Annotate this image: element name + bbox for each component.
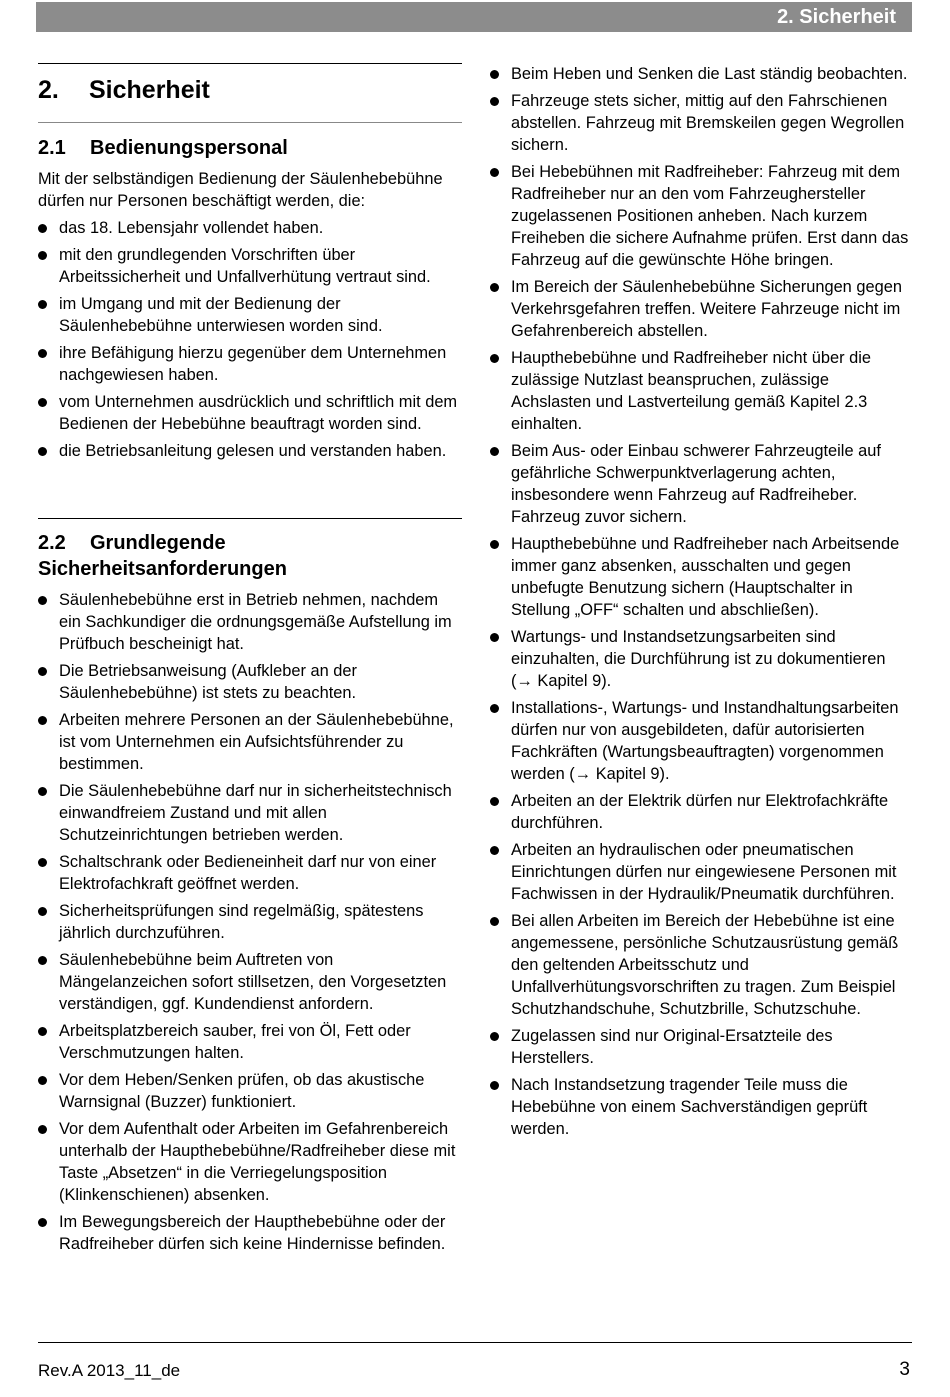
list-item-text: Beim Heben und Senken die Last ständig beobachten. [511,65,908,83]
subsection-title: Grundlegende Sicherheitsanforderungen [38,532,287,580]
chapter-header-title: 2. Sicherheit [777,6,896,28]
bullet-icon [38,251,47,260]
section-top-rule [38,63,462,64]
bullet-icon [38,787,47,796]
bullet-icon [490,283,499,292]
list-item [38,1211,462,1255]
list-item [38,780,462,846]
list-item [38,660,462,704]
list-item-text: Vor dem Aufenthalt oder Arbeiten im Gefahrenbereich unterhalb der Haupthebebühne/Radfreiheber diese mit Taste „Absetzen“ in die Verriegelungsposition (Klinkenschienen) absenken. [59,1120,456,1204]
bullet-icon [38,447,47,456]
subsection-title: Bedienungspersonal [90,137,288,159]
list-item-text: Beim Aus- oder Einbau schwerer Fahrzeugteile auf gefährliche Schwerpunktverlagerung achten, insbesondere wenn Fahrzeug auf Radfreiheber. Fahrzeug zuvor sichern. [511,442,881,526]
list-item [490,276,910,342]
bullet-icon [38,224,47,233]
list-item [490,910,910,1020]
list-item [490,533,910,621]
list-item [490,790,910,834]
list-item-text: Im Bereich der Säulenhebebühne Sicherungen gegen Verkehrsgefahren treffen. Weitere Fahrzeuge nicht im Gefahrenbereich abstellen. [511,278,902,340]
list-item [38,709,462,775]
list-item-text: Sicherheitsprüfungen sind regelmäßig, spätestens jährlich durchzuführen. [59,902,424,942]
list-item-text: Zugelassen sind nur Original-Ersatzteile des Herstellers. [511,1027,833,1067]
bullet-icon [38,1076,47,1085]
list-item-text: Vor dem Heben/Senken prüfen, ob das akustische Warnsignal (Buzzer) funktioniert. [59,1071,425,1111]
chapter-header-bar [36,2,912,32]
list-item-text: Arbeiten an der Elektrik dürfen nur Elektrofachkräfte durchführen. [511,792,889,832]
bullet-icon [490,447,499,456]
list-item-text: Schaltschrank oder Bedieneinheit darf nur von einer Elektrofachkraft geöffnet werden. [59,853,437,893]
list-item-text: Die Betriebsanweisung (Aufkleber an der Säulenhebebühne) ist stets zu beachten. [59,662,357,702]
list-item [490,1074,910,1140]
list-item-text: im Umgang und mit der Bedienung der Säulenhebebühne unterwiesen worden sind. [59,295,383,335]
subsection-rule [38,518,462,519]
list-item-text: Haupthebebühne und Radfreiheber nach Arbeitsende immer ganz absenken, ausschalten und gegen unbefugte Benutzung sichern (Hauptschalter in Stellung „OFF“ schalten und abschließen). [511,535,900,619]
subsection-rule [38,122,462,123]
list-item [38,851,462,895]
safety-requirements-list-right [490,63,910,1145]
list-item [490,63,910,85]
list-item [490,626,910,692]
intro-paragraph: Mit der selbständigen Bedienung der Säulenhebebühne dürfen nur Personen beschäftigt werden, die: [38,170,443,210]
bullet-icon [38,1027,47,1036]
revision-label: Rev.A 2013_11_de [38,1361,181,1380]
list-item [490,161,910,271]
section-number: 2. [38,76,59,104]
list-item [38,293,462,337]
list-item-text: Nach Instandsetzung tragender Teile muss die Hebebühne von einem Sachverständigen geprüft werden. [511,1076,868,1138]
list-item [490,697,910,785]
subsection-number: 2.2 [38,532,66,554]
footer-rule [38,1342,912,1343]
personnel-requirements-list [38,217,462,467]
list-item [38,1118,462,1206]
bullet-icon [38,956,47,965]
list-item [38,589,462,655]
bullet-icon [490,846,499,855]
list-item [38,1069,462,1113]
page-number: 3 [899,1359,910,1380]
list-item [38,949,462,1015]
list-item-text: Arbeitsplatzbereich sauber, frei von Öl, Fett oder Verschmutzungen halten. [59,1022,411,1062]
bullet-icon [38,1125,47,1134]
list-item [38,440,462,462]
bullet-icon [38,1218,47,1227]
list-item [38,244,462,288]
list-item-text: mit den grundlegenden Vorschriften über Arbeitssicherheit und Unfallverhütung vertraut sind. [59,246,431,286]
bullet-icon [490,354,499,363]
list-item-text: Die Säulenhebebühne darf nur in sicherheitstechnisch einwandfreiem Zustand und mit allen Schutzeinrichtungen betrieben werden. [59,782,452,844]
subsection-heading-2-2 [38,530,458,582]
bullet-icon [38,349,47,358]
safety-requirements-list-left [38,589,462,1260]
list-item-text: vom Unternehmen ausdrücklich und schriftlich mit dem Bedienen der Hebebühne beauftragt worden sind. [59,393,458,433]
bullet-icon [490,1081,499,1090]
list-item-text: Fahrzeuge stets sicher, mittig auf den Fahrschienen abstellen. Fahrzeug mit Bremskeilen gegen Wegrollen sichern. [511,92,905,154]
section-title: Sicherheit [89,76,210,104]
list-item [490,839,910,905]
list-item [490,90,910,156]
bullet-icon [38,907,47,916]
bullet-icon [38,716,47,725]
list-item [490,440,910,528]
bullet-icon [490,168,499,177]
list-item-text: Arbeiten mehrere Personen an der Säulenhebebühne, ist vom Unternehmen ein Aufsichtsführender zu bestimmen. [59,711,454,773]
bullet-icon [38,300,47,309]
bullet-icon [490,797,499,806]
subsection-heading-2-1 [38,135,288,161]
section-heading [38,75,210,105]
list-item-text: Säulenhebebühne erst in Betrieb nehmen, nachdem ein Sachkundiger die ordnungsgemäße Aufstellung im Prüfbuch bescheinigt hat. [59,591,452,653]
list-item [38,391,462,435]
list-item-text: Wartungs- und Instandsetzungsarbeiten sind einzuhalten, die Durchführung ist zu dokumentieren (→ Kapitel 9). [511,628,886,690]
subsection-number: 2.1 [38,137,66,159]
bullet-icon [490,540,499,549]
bullet-icon [490,633,499,642]
list-item [490,347,910,435]
list-item [490,1025,910,1069]
list-item-text: Bei Hebebühnen mit Radfreiheber: Fahrzeug mit dem Radfreiheber nur an den vom Fahrzeughersteller zugelassenen Positionen anheben. Nach kurzem Freiheben die sichere Aufnahme prüfen. Erst dann das Fahrzeug auf die gewünschte Höhe bringen. [511,163,909,269]
bullet-icon [38,858,47,867]
list-item-text: ihre Befähigung hierzu gegenüber dem Unternehmen nachgewiesen haben. [59,344,447,384]
list-item-text: Haupthebebühne und Radfreiheber nicht über die zulässige Nutzlast beanspruchen, zulässige Achslasten und Lastverteilung gemäß Kapitel 2.3 einhalten. [511,349,871,433]
bullet-icon [490,70,499,79]
list-item-text: Bei allen Arbeiten im Bereich der Hebebühne ist eine angemessene, persönliche Schutzausrüstung gemäß den geltenden Arbeitsschutz und Unfallverhütungsvorschriften zu tragen. Zum Beispiel Schutzhandschuhe, Schutzbrille, Schutzschuhe. [511,912,899,1018]
list-item-text: das 18. Lebensjahr vollendet haben. [59,219,324,237]
list-item [38,900,462,944]
list-item-text: Arbeiten an hydraulischen oder pneumatischen Einrichtungen dürfen nur eingewiesene Personen mit Fachwissen in der Hydraulik/Pneumatik durchführen. [511,841,897,903]
list-item-text: Installations-, Wartungs- und Instandhaltungsarbeiten dürfen nur von ausgebildeten, dafür autorisierten Fachkräften (Wartungsbeauftragten) vorgenommen werden (→ Kapitel 9). [511,699,899,783]
bullet-icon [490,917,499,926]
bullet-icon [38,398,47,407]
bullet-icon [490,704,499,713]
list-item-text: Im Bewegungsbereich der Haupthebebühne oder der Radfreiheber dürfen sich keine Hindernisse befinden. [59,1213,446,1253]
bullet-icon [490,97,499,106]
bullet-icon [38,596,47,605]
list-item-text: Säulenhebebühne beim Auftreten von Mängelanzeichen sofort stillsetzen, den Vorgesetzten verständigen, ggf. Kundendienst anfordern. [59,951,447,1013]
list-item [38,217,462,239]
list-item [38,342,462,386]
bullet-icon [38,667,47,676]
list-item [38,1020,462,1064]
bullet-icon [490,1032,499,1041]
list-item-text: die Betriebsanleitung gelesen und verstanden haben. [59,442,447,460]
